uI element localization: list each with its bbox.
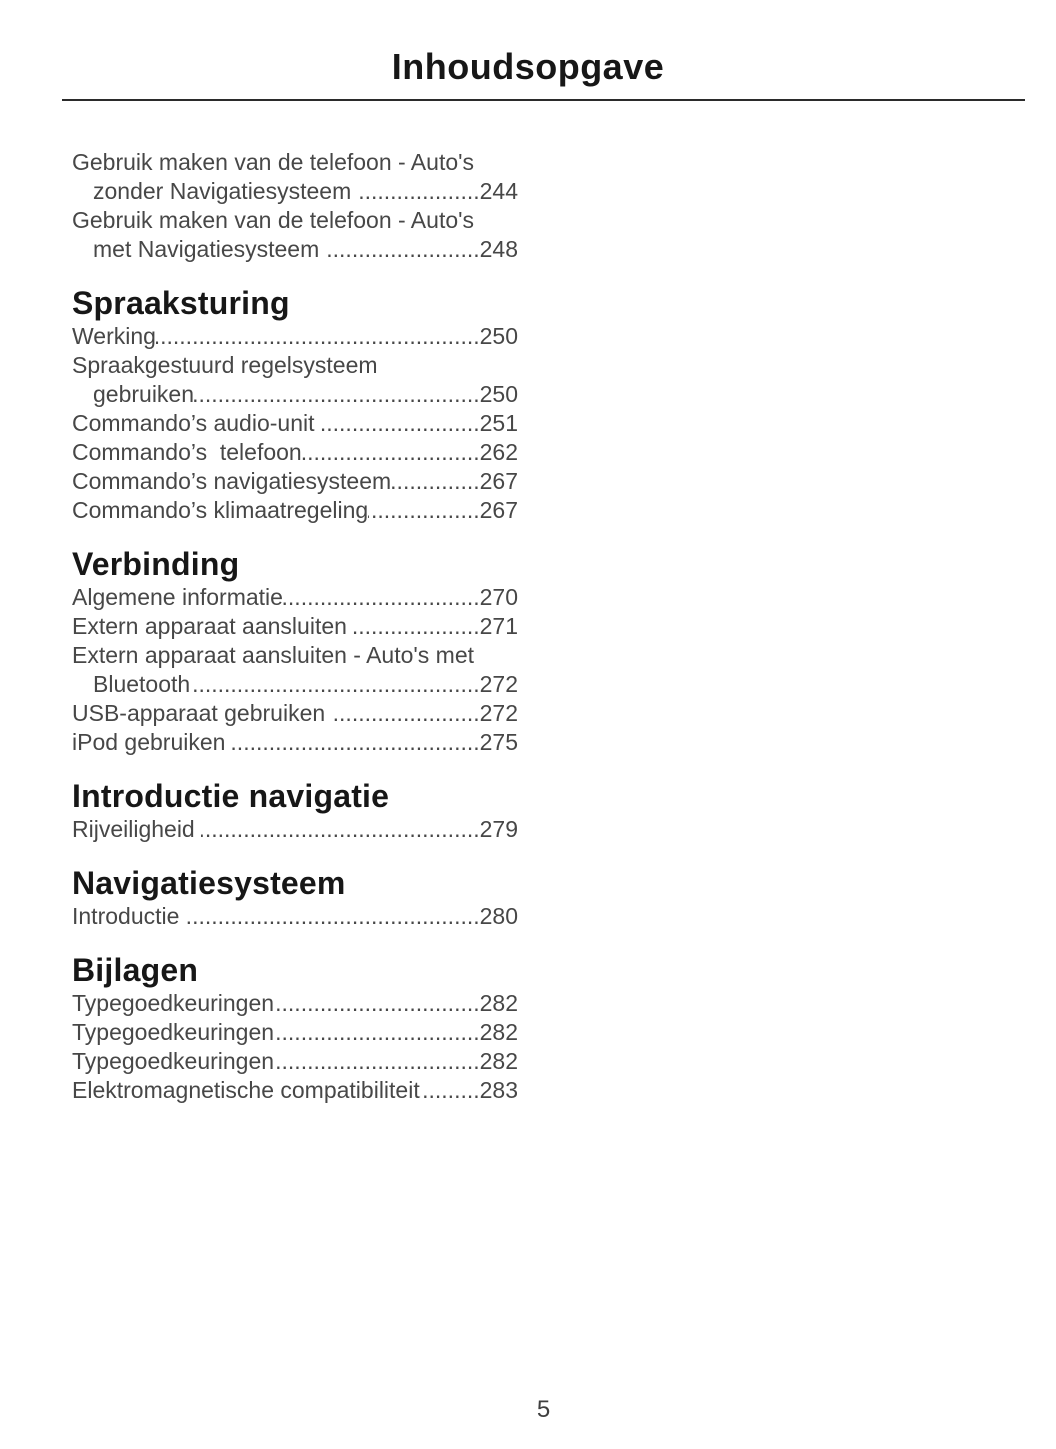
toc-entry-label: Commando’s audio-unit [72, 410, 321, 436]
toc-entry [72, 699, 518, 728]
page-header [0, 0, 1056, 101]
toc-entry-page-number: 262 [479, 439, 518, 465]
dot-leader [358, 177, 480, 206]
toc-entry-leader-line [72, 496, 518, 525]
toc-entry-page-number: 272 [479, 700, 518, 726]
toc-entry-leader-line [72, 815, 518, 844]
toc-entry-page-number: 282 [479, 990, 518, 1016]
dot-leader [274, 989, 480, 1018]
toc-entry-label: Typegoedkeuringen [72, 990, 275, 1016]
toc-entry [72, 612, 518, 641]
toc-entry-leader-line [72, 1018, 518, 1047]
dot-leader [420, 1076, 480, 1105]
dot-leader [391, 467, 479, 496]
toc-entry-text-line: Spraakgestuurd regelsysteem [72, 352, 378, 378]
toc-entry-leader-line [72, 1047, 518, 1076]
toc-entry-leader-line [72, 322, 518, 351]
toc-entry-leader-line [72, 235, 518, 264]
toc-entry-label: zonder Navigatiesysteem [93, 178, 358, 204]
section-heading: Spraaksturing [72, 285, 290, 321]
toc-entry [72, 438, 518, 467]
toc-entry-page-number: 244 [479, 178, 518, 204]
dot-leader [283, 583, 480, 612]
toc-entry-label: Bluetooth [93, 671, 191, 697]
title-divider-rule [62, 99, 1025, 101]
toc-entry-leader-line [72, 699, 518, 728]
toc-entry [72, 1047, 518, 1076]
toc-entry-leader-line [72, 728, 518, 757]
dot-leader [186, 902, 480, 931]
toc-entry-page-number: 251 [479, 410, 518, 436]
toc-entry-page-number: 267 [479, 497, 518, 523]
toc-entry-page-number: 283 [479, 1077, 518, 1103]
dot-leader [194, 380, 480, 409]
toc-entry-leader-line [72, 177, 518, 206]
section-heading: Verbinding [72, 546, 240, 582]
toc-entry-label: USB-apparaat gebruiken [72, 700, 332, 726]
toc-entry-leader-line [72, 1076, 518, 1105]
toc-entry-label: gebruiken [93, 381, 195, 407]
dot-leader [156, 322, 480, 351]
toc-entry [72, 902, 518, 931]
toc-entry-label: Rijveiligheid [72, 816, 202, 842]
toc-entry [72, 1076, 518, 1105]
page-title: Inhoudsopgave [391, 46, 665, 87]
toc-entry-label: iPod gebruiken [72, 729, 232, 755]
dot-leader [232, 728, 480, 757]
toc-entry [72, 206, 518, 264]
page-footer [62, 1396, 1025, 1424]
toc-entry [72, 409, 518, 438]
dot-leader [326, 235, 480, 264]
toc-entry-leader-line [72, 380, 518, 409]
section-heading: Bijlagen [72, 952, 199, 988]
dot-leader [274, 1047, 480, 1076]
toc-entry [72, 815, 518, 844]
toc-entry-page-number: 270 [479, 584, 518, 610]
section-heading: Introductie navigatie [72, 778, 390, 814]
toc-entry-page-number: 250 [479, 381, 518, 407]
toc-entry [72, 1018, 518, 1047]
toc-entry-label: Typegoedkeuringen [72, 1048, 275, 1074]
toc-entry-label: Typegoedkeuringen [72, 1019, 275, 1045]
toc-entry-page-number: 280 [479, 903, 518, 929]
toc-entry [72, 467, 518, 496]
toc-entry-page-number: 250 [479, 323, 518, 349]
toc-entry-page-number: 267 [479, 468, 518, 494]
toc-entry [72, 728, 518, 757]
toc-entry [72, 322, 518, 351]
toc-entry [72, 989, 518, 1018]
toc-entry-leader-line [72, 902, 518, 931]
toc-entry-leader-line [72, 612, 518, 641]
toc-entry-label: Commando’s navigatiesysteem [72, 468, 392, 494]
toc-entry-leader-line [72, 989, 518, 1018]
toc-entry-text-line: Gebruik maken van de telefoon - Auto's [72, 149, 475, 175]
dot-leader [321, 409, 480, 438]
page-number: 5 [536, 1396, 551, 1423]
toc-entry-leader-line [72, 670, 518, 699]
dot-leader [302, 438, 480, 467]
toc-entry-text-line: Extern apparaat aansluiten - Auto's met [72, 642, 475, 668]
toc-entry [72, 351, 518, 409]
toc-column [72, 148, 518, 1105]
toc-entry [72, 148, 518, 206]
toc-entry-leader-line [72, 409, 518, 438]
toc-entry-label: met Navigatiesysteem [93, 236, 326, 262]
toc-entry-page-number: 282 [479, 1048, 518, 1074]
toc-entry-page-number: 248 [479, 236, 518, 262]
toc-entry-text-line: Gebruik maken van de telefoon - Auto's [72, 207, 475, 233]
toc-entry-leader-line [72, 438, 518, 467]
dot-leader [201, 815, 480, 844]
toc-entry-page-number: 282 [479, 1019, 518, 1045]
toc-entry-label: Werking [72, 323, 156, 349]
dot-leader [353, 612, 479, 641]
toc-entry-page-number: 271 [479, 613, 518, 639]
toc-entry-leader-line [72, 467, 518, 496]
toc-entry-label: Extern apparaat aansluiten [72, 613, 354, 639]
toc-entry-label: Commando’s klimaatregeling [72, 497, 369, 523]
dot-leader [190, 670, 479, 699]
toc-entry [72, 496, 518, 525]
dot-leader [368, 496, 479, 525]
toc-entry [72, 641, 518, 699]
dot-leader [332, 699, 480, 728]
section-heading: Navigatiesysteem [72, 865, 346, 901]
toc-entry-page-number: 279 [479, 816, 518, 842]
toc-entry-page-number: 272 [479, 671, 518, 697]
toc-entry-label: Introductie [72, 903, 186, 929]
toc-entry-label: Commando’s telefoon [72, 439, 302, 465]
toc-entry-label: Algemene informatie [72, 584, 283, 610]
toc-entry-label: Elektromagnetische compatibiliteit [72, 1077, 420, 1103]
dot-leader [274, 1018, 480, 1047]
toc-entry [72, 583, 518, 612]
toc-entry-leader-line [72, 583, 518, 612]
toc-entry-page-number: 275 [479, 729, 518, 755]
